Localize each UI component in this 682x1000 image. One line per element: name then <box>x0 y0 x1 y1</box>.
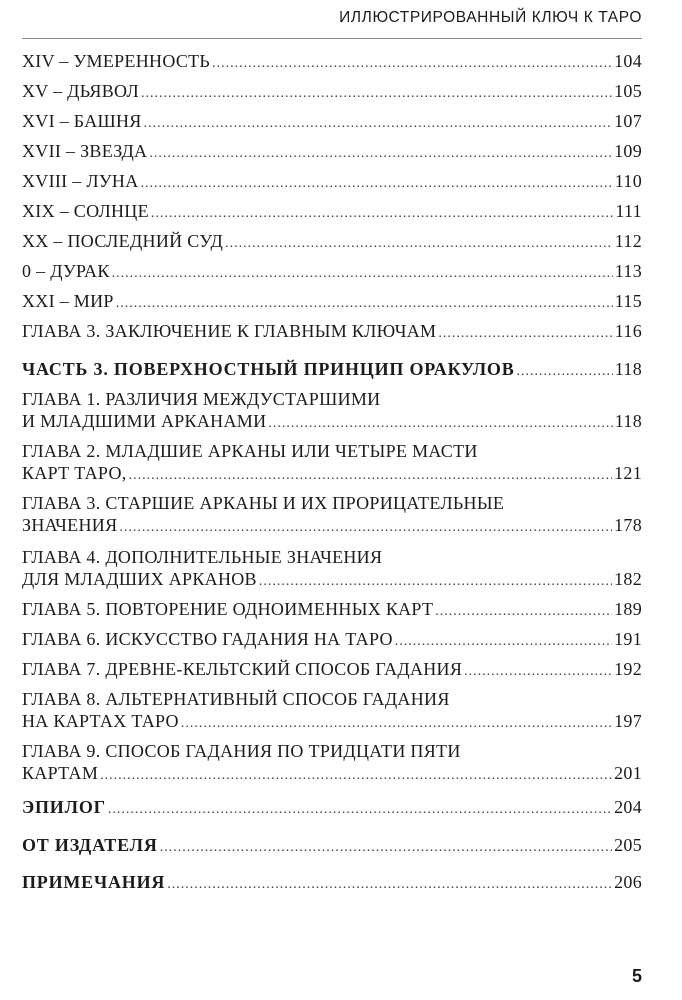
toc-entry-title-line1: ГЛАВА 1. РАЗЛИЧИЯ МЕЖДУСТАРШИМИ <box>22 389 381 409</box>
toc-entry-title: И МЛАДШИМИ АРКАНАМИ <box>22 411 267 431</box>
toc-entry[interactable] <box>22 110 642 135</box>
leader-dots <box>149 143 612 165</box>
toc-entry-title: КАРТ ТАРО, <box>22 463 127 483</box>
toc-entry-title-line1: ГЛАВА 2. МЛАДШИЕ АРКАНЫ ИЛИ ЧЕТЫРЕ МАСТИ <box>22 441 478 461</box>
leader-dots <box>129 465 613 487</box>
toc-entry[interactable] <box>22 200 642 225</box>
toc-entry[interactable] <box>22 320 642 345</box>
toc-entry-title: XVIII – ЛУНА <box>22 171 139 191</box>
toc-entry[interactable] <box>22 140 642 165</box>
toc-entry-title: ЗНАЧЕНИЯ <box>22 515 118 535</box>
toc-entry-title-line1: ГЛАВА 8. АЛЬТЕРНАТИВНЫЙ СПОСОБ ГАДАНИЯ <box>22 689 450 709</box>
toc-entry-title: НА КАРТАХ ТАРО <box>22 711 179 731</box>
leader-dots <box>119 517 612 539</box>
toc-entry-title: 0 – ДУРАК <box>22 261 110 281</box>
toc-entry[interactable] <box>22 547 642 593</box>
leader-dots <box>181 713 612 735</box>
toc-entry-page: 105 <box>614 81 642 101</box>
toc-entry-title: КАРТАМ <box>22 763 99 783</box>
toc-entry-title: XVII – ЗВЕЗДА <box>22 141 148 161</box>
toc-entry-page: 107 <box>614 111 642 131</box>
leader-dots <box>141 173 613 195</box>
toc-entry-page: 110 <box>614 171 642 191</box>
leader-dots <box>151 203 614 225</box>
toc-entry-page: 205 <box>614 835 642 855</box>
toc-entry[interactable] <box>22 493 642 539</box>
running-header: ИЛЛЮСТРИРОВАННЫЙ КЛЮЧ К ТАРО <box>22 8 642 39</box>
leader-dots <box>464 661 612 683</box>
leader-dots <box>259 571 612 593</box>
leader-dots <box>167 874 612 896</box>
toc-entry-title: XX – ПОСЛЕДНИЙ СУД <box>22 231 224 251</box>
toc-entry-title: XVI – БАШНЯ <box>22 111 142 131</box>
toc-entry[interactable] <box>22 389 642 435</box>
page-number: 5 <box>631 966 642 986</box>
toc-entry-title: ПРИМЕЧАНИЯ <box>22 872 166 892</box>
toc-entry-page: 204 <box>614 797 642 817</box>
toc-entry-title: ГЛАВА 5. ПОВТОРЕНИЕ ОДНОИМЕННЫХ КАРТ <box>22 599 434 619</box>
leader-dots <box>160 837 612 859</box>
toc-entry-page: 109 <box>614 141 642 161</box>
toc-entry-page: 182 <box>614 569 642 589</box>
toc-entry-title-line1: ГЛАВА 9. СПОСОБ ГАДАНИЯ ПО ТРИДЦАТИ ПЯТИ <box>22 741 461 761</box>
toc-part-entry[interactable] <box>22 871 642 896</box>
leader-dots <box>435 601 612 623</box>
toc-entry-page: 178 <box>614 515 642 535</box>
toc-entry-page: 116 <box>614 321 642 341</box>
toc-part-entry[interactable] <box>22 358 642 383</box>
toc-entry-page: 118 <box>614 359 642 379</box>
toc-entry-page: 189 <box>614 599 642 619</box>
leader-dots <box>112 263 613 285</box>
leader-dots <box>100 765 612 787</box>
leader-dots <box>438 323 612 345</box>
toc-entry-page: 192 <box>614 659 642 679</box>
toc-entry-page: 115 <box>614 291 642 311</box>
leader-dots <box>268 413 612 435</box>
toc-entry-title: XIX – СОЛНЦЕ <box>22 201 149 221</box>
toc-entry-title: ГЛАВА 3. ЗАКЛЮЧЕНИЕ К ГЛАВНЫМ КЛЮЧАМ <box>22 321 437 341</box>
toc-entry[interactable] <box>22 290 642 315</box>
leader-dots <box>116 293 613 315</box>
toc-entry-page: 206 <box>614 872 642 892</box>
leader-dots <box>108 799 612 821</box>
toc-entry[interactable] <box>22 260 642 285</box>
leader-dots <box>225 233 613 255</box>
leader-dots <box>144 113 613 135</box>
toc-entry[interactable] <box>22 658 642 683</box>
toc-entry-title-line1: ГЛАВА 3. СТАРШИЕ АРКАНЫ И ИХ ПРОРИЦАТЕЛЬНЫЕ <box>22 493 505 513</box>
toc-entry-page: 112 <box>614 231 642 251</box>
toc-entry-title: ЭПИЛОГ <box>22 797 106 817</box>
toc-entry-title: ЧАСТЬ 3. ПОВЕРХНОСТНЫЙ ПРИНЦИП ОРАКУЛОВ <box>22 359 515 379</box>
toc-entry-title: ГЛАВА 6. ИСКУССТВО ГАДАНИЯ НА ТАРО <box>22 629 393 649</box>
toc-entry-page: 113 <box>614 261 642 281</box>
toc-entry-page: 121 <box>614 463 642 483</box>
toc-entry-title: ГЛАВА 7. ДРЕВНЕ-КЕЛЬТСКИЙ СПОСОБ ГАДАНИЯ <box>22 659 463 679</box>
toc-entry[interactable] <box>22 628 642 653</box>
toc-part-entry[interactable] <box>22 796 642 821</box>
toc-entry-page: 118 <box>614 411 642 431</box>
leader-dots <box>395 631 612 653</box>
toc-entry[interactable] <box>22 689 642 735</box>
toc-entry-page: 201 <box>614 763 642 783</box>
toc-entry-title-line1: ГЛАВА 4. ДОПОЛНИТЕЛЬНЫЕ ЗНАЧЕНИЯ <box>22 547 383 567</box>
toc-entry-page: 191 <box>614 629 642 649</box>
leader-dots <box>212 53 612 75</box>
toc-entry-page: 104 <box>614 51 642 71</box>
toc-entry[interactable] <box>22 50 642 75</box>
toc-entry-title: XXI – МИР <box>22 291 114 311</box>
toc-entry[interactable] <box>22 598 642 623</box>
toc-entry[interactable] <box>22 170 642 195</box>
toc-entry-page: 197 <box>614 711 642 731</box>
toc-entry[interactable] <box>22 230 642 255</box>
toc-entry-page: 111 <box>615 201 642 221</box>
toc-entry[interactable] <box>22 80 642 105</box>
toc-entry[interactable] <box>22 441 642 487</box>
leader-dots <box>141 83 612 105</box>
toc-entry-title: ДЛЯ МЛАДШИХ АРКАНОВ <box>22 569 257 589</box>
toc-entry-title: XIV – УМЕРЕННОСТЬ <box>22 51 211 71</box>
leader-dots <box>517 361 613 383</box>
toc-part-entry[interactable] <box>22 834 642 859</box>
toc-entry[interactable] <box>22 741 642 787</box>
toc-entry-title: ОТ ИЗДАТЕЛЯ <box>22 835 158 855</box>
toc-entry-title: XV – ДЬЯВОЛ <box>22 81 139 101</box>
